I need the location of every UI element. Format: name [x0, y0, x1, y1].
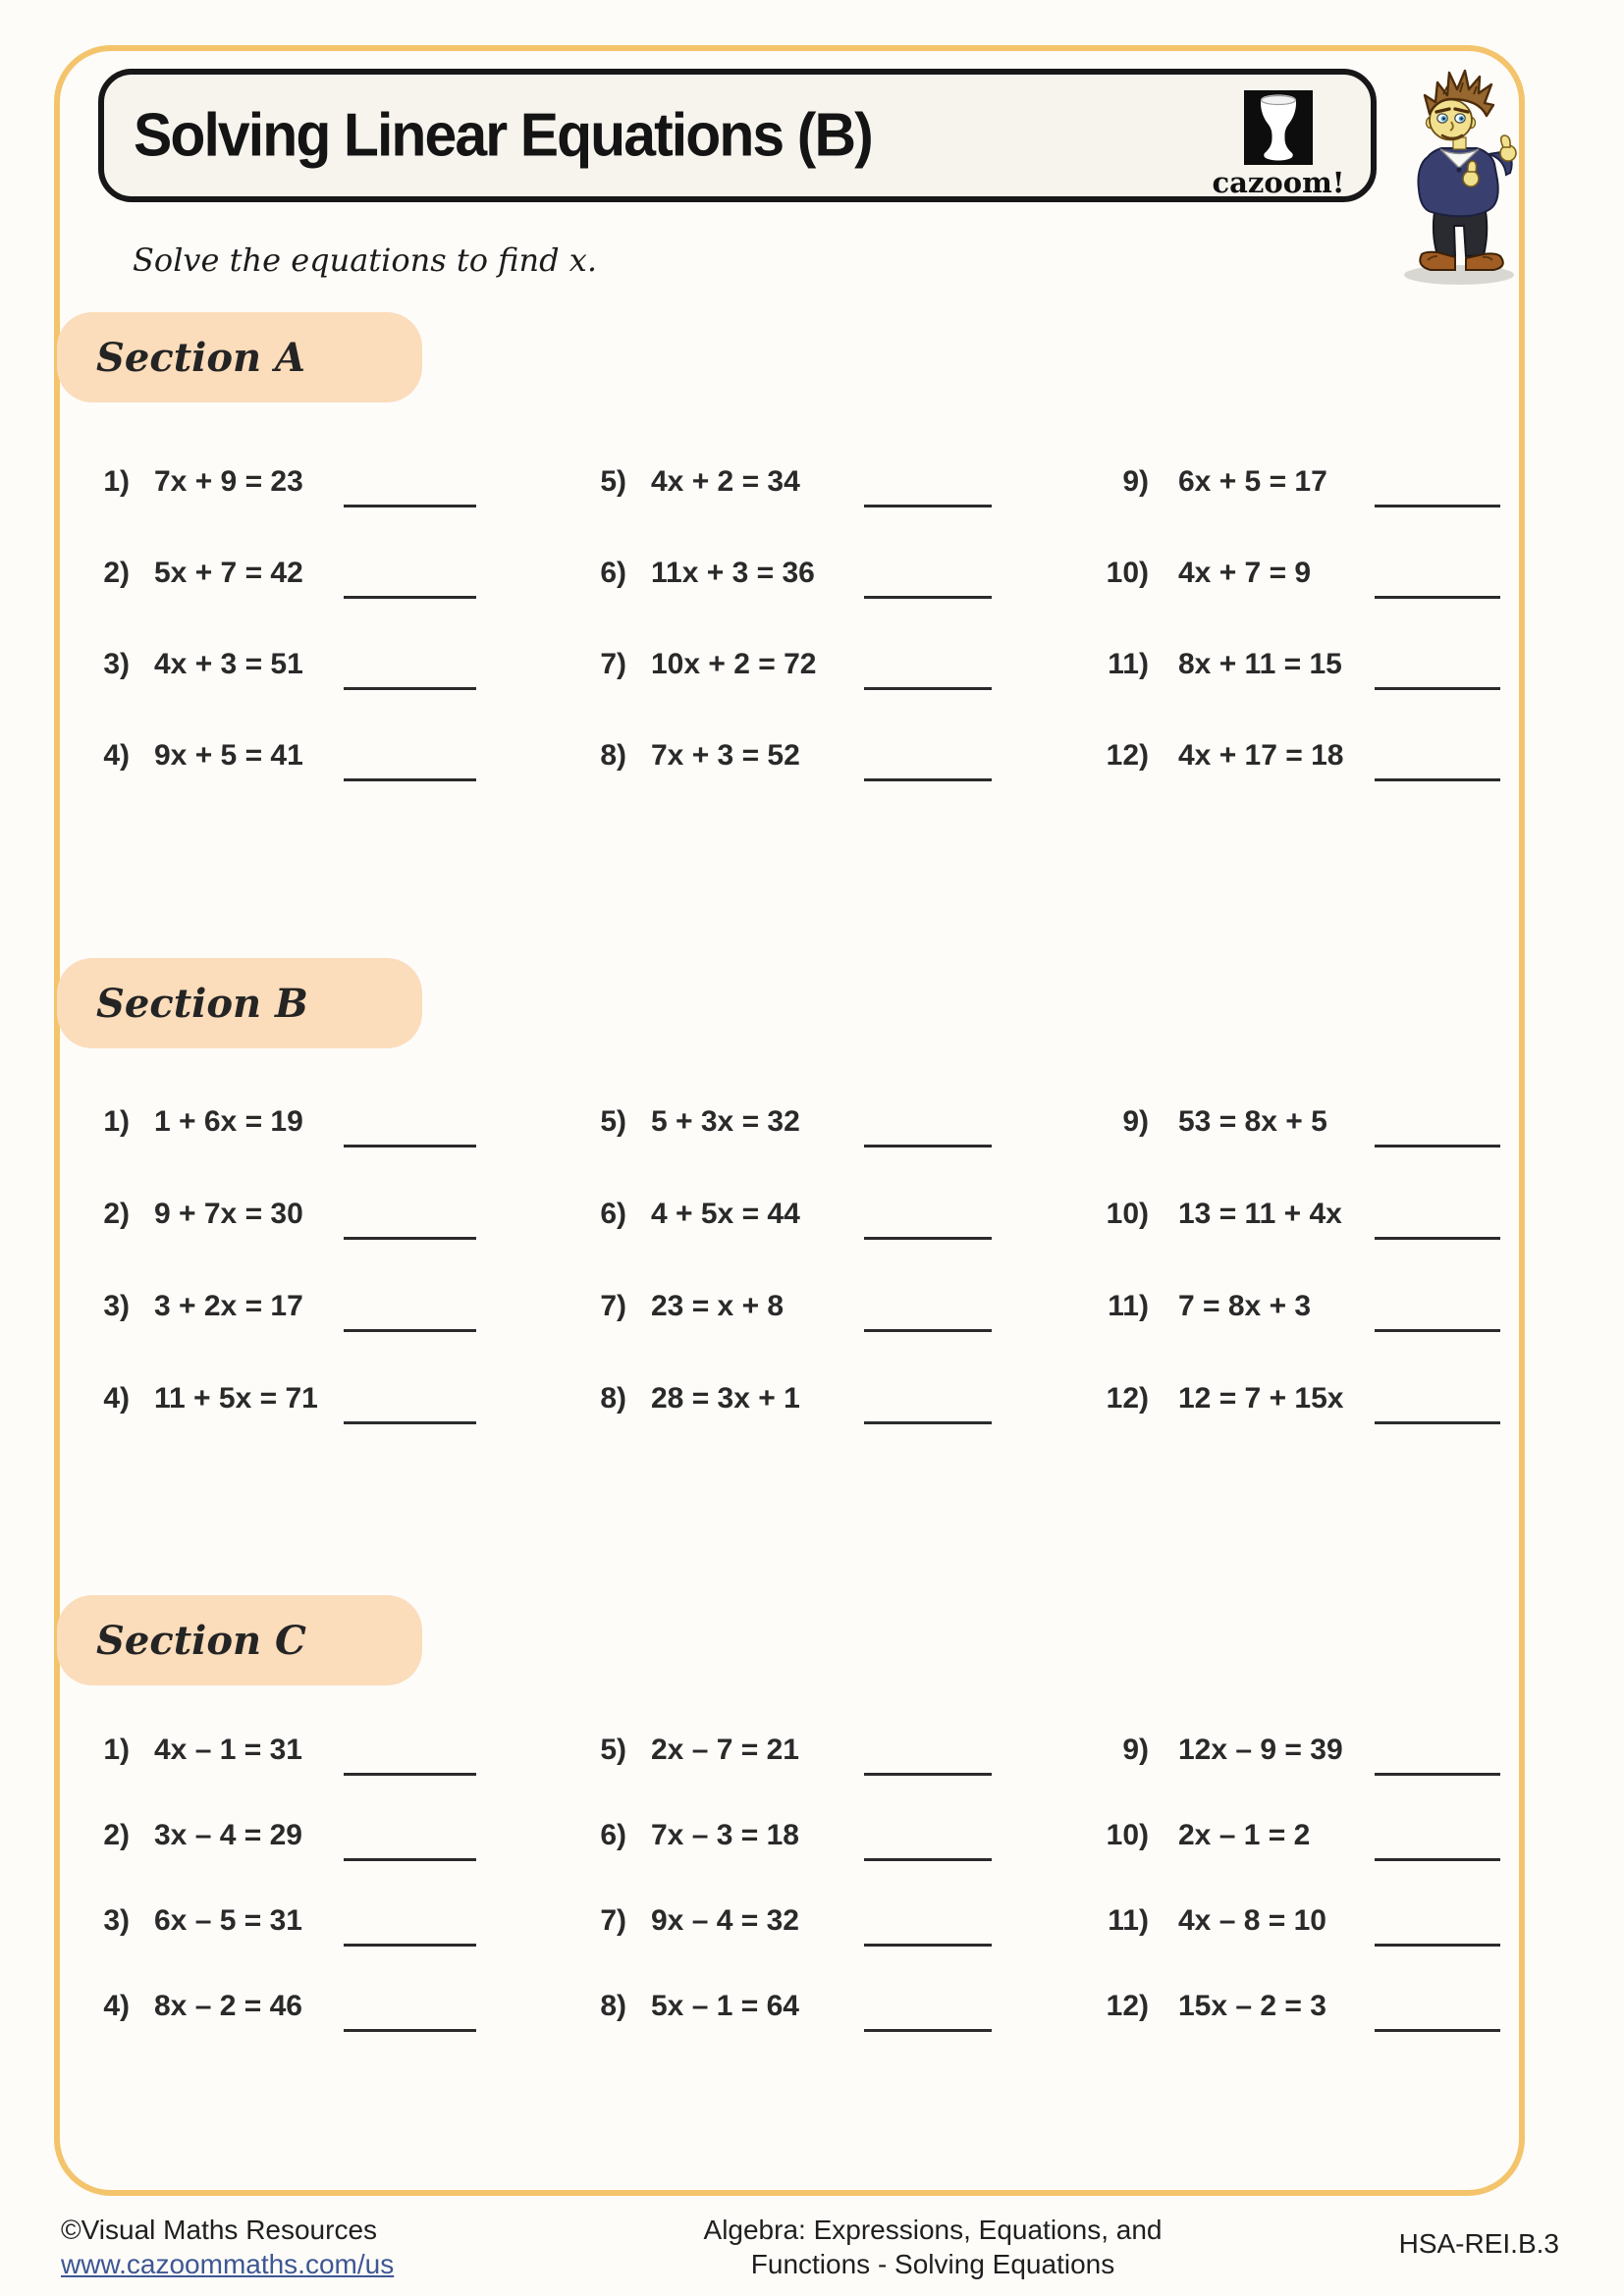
problem-number: 11) — [1108, 1290, 1149, 1322]
answer-line[interactable] — [344, 2029, 476, 2032]
equation: 7x + 3 = 52 — [651, 739, 800, 772]
problem-number: 1) — [103, 1734, 130, 1766]
problem-number: 11) — [1108, 648, 1149, 680]
problem-number: 1) — [103, 1105, 130, 1138]
answer-line[interactable] — [1375, 1145, 1500, 1148]
equation: 4x + 7 = 9 — [1178, 557, 1312, 589]
equation: 5x + 7 = 42 — [154, 557, 303, 589]
problem-number: 9) — [1122, 465, 1149, 498]
equation: 4x + 3 = 51 — [154, 648, 303, 680]
problem-number: 8) — [600, 739, 626, 772]
answer-line[interactable] — [344, 1858, 476, 1861]
equation: 53 = 8x + 5 — [1178, 1105, 1327, 1138]
answer-line[interactable] — [1375, 778, 1500, 781]
equation: 13 = 11 + 4x — [1178, 1198, 1342, 1230]
problem — [59, 1286, 555, 1355]
answer-line[interactable] — [864, 687, 992, 690]
equation: 12x – 9 = 39 — [1178, 1734, 1343, 1766]
answer-line[interactable] — [344, 1237, 476, 1240]
equation: 1 + 6x = 19 — [154, 1105, 303, 1138]
answer-line[interactable] — [864, 505, 992, 507]
problem-number: 6) — [600, 1819, 626, 1851]
topic-line-2: Functions - Solving Equations — [750, 2249, 1115, 2279]
equation: 3x – 4 = 29 — [154, 1819, 302, 1851]
problem-number: 10) — [1106, 557, 1149, 589]
problem — [59, 461, 555, 530]
problem-number: 9) — [1122, 1734, 1149, 1766]
problem — [555, 735, 1051, 804]
problem — [1051, 1986, 1525, 2055]
equation: 5x – 1 = 64 — [651, 1990, 799, 2022]
answer-line[interactable] — [864, 1773, 992, 1776]
equation: 12 = 7 + 15x — [1178, 1382, 1344, 1415]
problem — [59, 1194, 555, 1262]
answer-line[interactable] — [1375, 1944, 1500, 1947]
problem-number: 12) — [1106, 1990, 1149, 2022]
problem-number: 10) — [1106, 1819, 1149, 1851]
problem-number: 5) — [600, 1734, 626, 1766]
problem — [1051, 1286, 1525, 1355]
problem-number: 3) — [103, 1290, 130, 1322]
answer-line[interactable] — [864, 1944, 992, 1947]
problem-number: 3) — [103, 648, 130, 680]
answer-line[interactable] — [1375, 1329, 1500, 1332]
problem-number: 1) — [103, 465, 130, 498]
equation: 15x – 2 = 3 — [1178, 1990, 1326, 2022]
equation: 3 + 2x = 17 — [154, 1290, 303, 1322]
problem — [1051, 1378, 1525, 1447]
problem — [1051, 1101, 1525, 1170]
equation: 11x + 3 = 36 — [651, 557, 815, 589]
equation: 4x + 17 = 18 — [1178, 739, 1344, 772]
equation: 7x + 9 = 23 — [154, 465, 303, 498]
problem-number: 4) — [103, 739, 130, 772]
equation: 8x – 2 = 46 — [154, 1990, 302, 2022]
equation: 2x – 7 = 21 — [651, 1734, 799, 1766]
answer-line[interactable] — [344, 1773, 476, 1776]
equation: 4x – 8 = 10 — [1178, 1904, 1326, 1937]
equation: 4x + 2 = 34 — [651, 465, 800, 498]
answer-line[interactable] — [1375, 1773, 1500, 1776]
answer-line[interactable] — [344, 1145, 476, 1148]
problem-number: 2) — [103, 1198, 130, 1230]
problem — [555, 1101, 1051, 1170]
answer-line[interactable] — [1375, 1858, 1500, 1861]
problem-number: 11) — [1108, 1904, 1149, 1937]
answer-line[interactable] — [344, 1421, 476, 1424]
equation: 8x + 11 = 15 — [1178, 648, 1342, 680]
problem-number: 7) — [600, 1290, 626, 1322]
problem — [1051, 1194, 1525, 1262]
equation: 7 = 8x + 3 — [1178, 1290, 1312, 1322]
problem-number: 3) — [103, 1904, 130, 1937]
problem — [59, 553, 555, 621]
problem — [555, 461, 1051, 530]
equation: 9x + 5 = 41 — [154, 739, 303, 772]
equation: 6x – 5 = 31 — [154, 1904, 302, 1937]
equation: 23 = x + 8 — [651, 1290, 785, 1322]
problem-number: 2) — [103, 1819, 130, 1851]
problem — [555, 1986, 1051, 2055]
problem-number: 8) — [600, 1382, 626, 1415]
problem — [1051, 1815, 1525, 1884]
answer-line[interactable] — [1375, 1237, 1500, 1240]
problem — [555, 1194, 1051, 1262]
problem-number: 8) — [600, 1990, 626, 2022]
problem — [1051, 1730, 1525, 1798]
problem-number: 2) — [103, 557, 130, 589]
problem — [59, 1730, 555, 1798]
problem — [59, 1815, 555, 1884]
problem — [59, 1900, 555, 1969]
answer-line[interactable] — [344, 505, 476, 507]
equation: 4 + 5x = 44 — [651, 1198, 800, 1230]
problem — [1051, 644, 1525, 713]
section-a-label: Section A — [96, 334, 306, 381]
answer-line[interactable] — [864, 1858, 992, 1861]
answer-line[interactable] — [864, 1329, 992, 1332]
problem — [555, 1900, 1051, 1969]
problem — [555, 1378, 1051, 1447]
section-c-label: Section C — [96, 1617, 306, 1664]
answer-line[interactable] — [1375, 2029, 1500, 2032]
problem — [555, 1286, 1051, 1355]
problem — [59, 644, 555, 713]
problem — [555, 1730, 1051, 1798]
answer-line[interactable] — [1375, 596, 1500, 599]
equation: 2x – 1 = 2 — [1178, 1819, 1311, 1851]
answer-line[interactable] — [1375, 687, 1500, 690]
answer-line[interactable] — [1375, 505, 1500, 507]
problem-number: 5) — [600, 465, 626, 498]
problem — [1051, 1900, 1525, 1969]
equation: 4x – 1 = 31 — [154, 1734, 302, 1766]
equation: 11 + 5x = 71 — [154, 1382, 318, 1415]
problem-number: 9) — [1122, 1105, 1149, 1138]
answer-line[interactable] — [344, 687, 476, 690]
problem — [555, 644, 1051, 713]
answer-line[interactable] — [864, 596, 992, 599]
problem-number: 6) — [600, 1198, 626, 1230]
answer-line[interactable] — [1375, 1421, 1500, 1424]
logo-wordmark: cazoom! — [1212, 166, 1345, 199]
problem-number: 5) — [600, 1105, 626, 1138]
answer-line[interactable] — [864, 1145, 992, 1148]
answer-line[interactable] — [344, 778, 476, 781]
problem — [555, 553, 1051, 621]
problem — [59, 735, 555, 804]
answer-line[interactable] — [864, 2029, 992, 2032]
answer-line[interactable] — [864, 1237, 992, 1240]
problem — [555, 1815, 1051, 1884]
equation: 28 = 3x + 1 — [651, 1382, 800, 1415]
answer-line[interactable] — [864, 1421, 992, 1424]
equation: 5 + 3x = 32 — [651, 1105, 800, 1138]
equation: 6x + 5 = 17 — [1178, 465, 1327, 498]
answer-line[interactable] — [344, 1329, 476, 1332]
copyright-text: ©Visual Maths Resources — [61, 2215, 378, 2245]
topic-line-1: Algebra: Expressions, Equations, and — [703, 2215, 1163, 2245]
problem — [1051, 553, 1525, 621]
problem-number: 6) — [600, 557, 626, 589]
problem — [1051, 461, 1525, 530]
equation: 9x – 4 = 32 — [651, 1904, 799, 1937]
problem-number: 12) — [1106, 739, 1149, 772]
section-b-label: Section B — [96, 980, 308, 1027]
problem-number: 10) — [1106, 1198, 1149, 1230]
problem-number: 4) — [103, 1382, 130, 1415]
page-title: Solving Linear Equations (B) — [134, 101, 872, 170]
problem-number: 4) — [103, 1990, 130, 2022]
problem — [59, 1378, 555, 1447]
answer-line[interactable] — [344, 596, 476, 599]
website-link[interactable]: www.cazoommaths.com/us — [61, 2249, 395, 2279]
equation: 10x + 2 = 72 — [651, 648, 817, 680]
problem — [59, 1101, 555, 1170]
answer-line[interactable] — [344, 1944, 476, 1947]
worksheet-instruction: Solve the equations to find x. — [133, 241, 597, 279]
problem — [1051, 735, 1525, 804]
problem — [59, 1986, 555, 2055]
problem-number: 7) — [600, 648, 626, 680]
problem-number: 7) — [600, 1904, 626, 1937]
answer-line[interactable] — [864, 778, 992, 781]
standard-code: HSA-REI.B.3 — [1398, 2228, 1559, 2259]
equation: 9 + 7x = 30 — [154, 1198, 303, 1230]
equation: 7x – 3 = 18 — [651, 1819, 799, 1851]
problem-number: 12) — [1106, 1382, 1149, 1415]
